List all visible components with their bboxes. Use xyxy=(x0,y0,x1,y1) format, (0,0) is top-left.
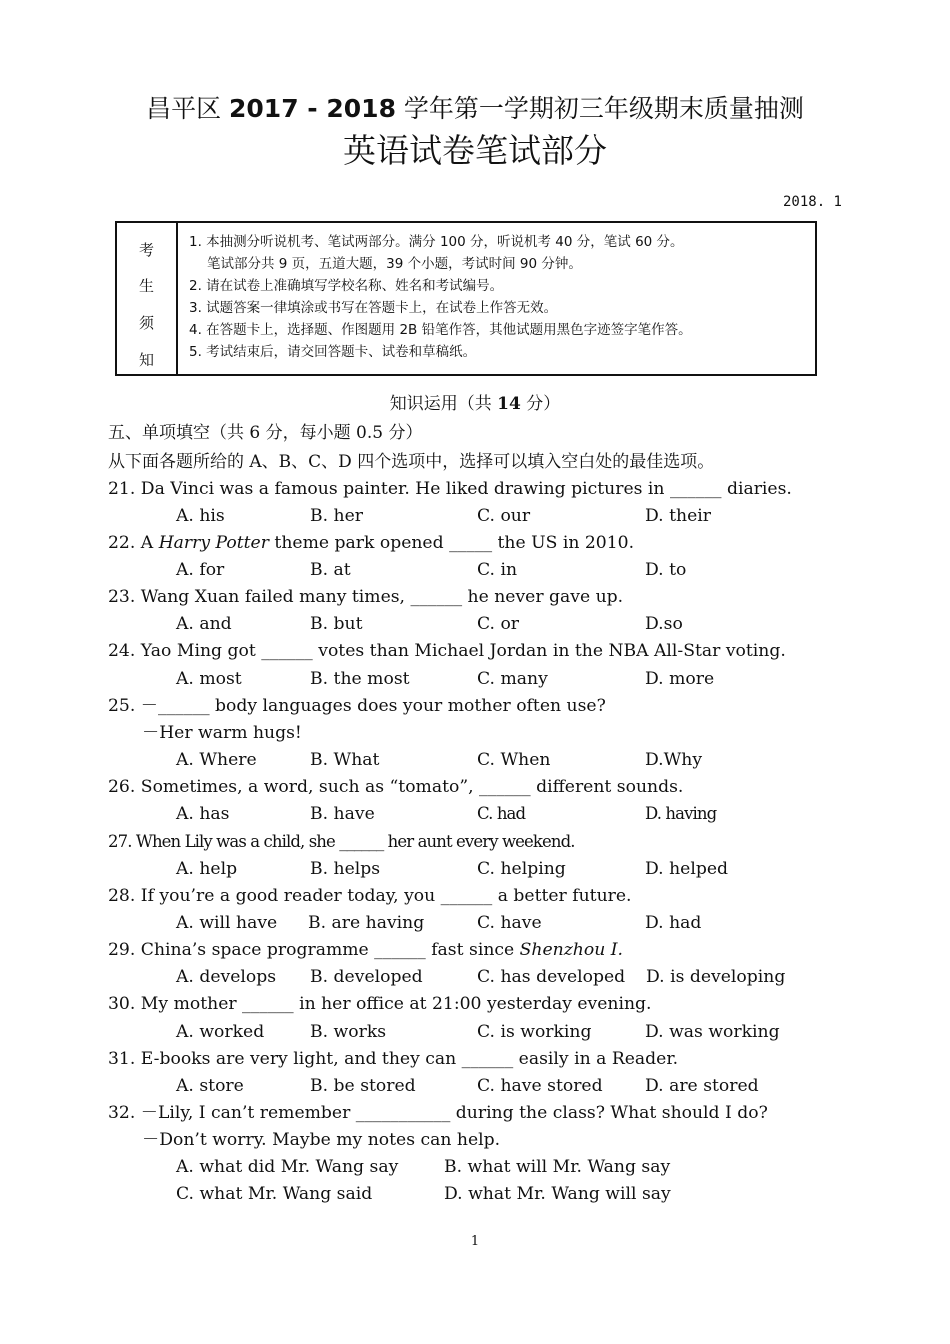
notice-divider xyxy=(176,223,178,374)
option-a: A. Where xyxy=(176,750,257,770)
question-stem: 30. My mother ______ in her office at 21:00 yesterday evening. xyxy=(108,994,652,1014)
part-heading: 五、单项填空（共 6 分，每小题 0.5 分） xyxy=(108,423,423,443)
option-a: A. his xyxy=(176,506,225,526)
option-b: B. be stored xyxy=(310,1076,416,1096)
question-stem: 29. China’s space programme ______ fast since Shenzhou I. xyxy=(108,940,623,960)
question-stem: 25. －______ body languages does your mother often use? xyxy=(108,696,606,716)
exam-date: 2018. 1 xyxy=(782,194,842,210)
option-b: B. but xyxy=(310,614,363,634)
option-c: C. in xyxy=(477,560,518,580)
notice-side-char: 知 xyxy=(138,351,154,369)
option-b: B. the most xyxy=(310,669,410,689)
page-subtitle: 英语试卷笔试部分 xyxy=(343,131,607,170)
option-c: C. When xyxy=(477,750,551,770)
option-a: A. most xyxy=(176,669,242,689)
option-c: C. is working xyxy=(477,1022,592,1042)
option-b: B. are having xyxy=(308,913,425,933)
page-number: 1 xyxy=(470,1234,480,1249)
option-d: D. helped xyxy=(645,859,729,879)
notice-item: 5. 考试结束后，请交回答题卡、试卷和草稿纸。 xyxy=(189,344,477,360)
option-b: B. have xyxy=(310,804,375,824)
option-a: A. and xyxy=(176,614,232,634)
question-stem: 21. Da Vinci was a famous painter. He liked drawing pictures in ______ diaries. xyxy=(108,479,792,499)
option-b: B. at xyxy=(310,560,351,580)
option-b: B. works xyxy=(310,1022,387,1042)
option-c: C. what Mr. Wang said xyxy=(176,1184,373,1204)
question-stem: 27. When Lily was a child, she ______ her aunt every weekend. xyxy=(108,832,575,851)
option-d: D. what Mr. Wang will say xyxy=(444,1184,671,1204)
option-b: B. What xyxy=(310,750,380,770)
notice-item: 4. 在答题卡上，选择题、作图题用 2B 铅笔作答，其他试题用黑色字迹签字笔作答。 xyxy=(189,322,692,338)
option-d: D. was working xyxy=(645,1022,780,1042)
question-stem: 24. Yao Ming got ______ votes than Michael Jordan in the NBA All-Star voting. xyxy=(108,641,786,661)
option-d: D. to xyxy=(645,560,687,580)
notice-item: 笔试部分共 9 页，五道大题，39 个小题，考试时间 90 分钟。 xyxy=(207,256,582,272)
question-stem: 22. A Harry Potter theme park opened _____ the US in 2010. xyxy=(108,533,635,553)
notice-item: 3. 试题答案一律填涂或书写在答题卡上，在试卷上作答无效。 xyxy=(189,300,558,316)
question-stem: 31. E-books are very light, and they can ______ easily in a Reader. xyxy=(108,1049,679,1069)
notice-side-char: 须 xyxy=(138,314,154,332)
option-c: C. or xyxy=(477,614,520,634)
notice-item: 2. 请在试卷上准确填写学校名称、姓名和考试编号。 xyxy=(189,278,504,294)
option-c: C. helping xyxy=(477,859,566,879)
option-a: A. for xyxy=(176,560,225,580)
option-d: D. are stored xyxy=(645,1076,759,1096)
option-d: D. their xyxy=(645,506,711,526)
option-a: A. store xyxy=(176,1076,244,1096)
option-d: D.Why xyxy=(645,750,703,770)
option-d: D. is developing xyxy=(646,967,786,987)
option-a: A. will have xyxy=(176,913,278,933)
option-d: D. more xyxy=(645,669,715,689)
notice-side-char: 生 xyxy=(138,277,154,295)
option-c: C. our xyxy=(477,506,531,526)
question-stem: 32. －Lily, I can’t remember ___________ during the class? What should I do? xyxy=(108,1103,768,1123)
option-b: B. what will Mr. Wang say xyxy=(444,1157,671,1177)
option-b: B. her xyxy=(310,506,364,526)
dialogue-reply: －Her warm hugs! xyxy=(142,723,302,743)
option-d: D. having xyxy=(645,804,717,823)
option-c: C. many xyxy=(477,669,548,689)
option-a: A. develops xyxy=(176,967,277,987)
exam-notice-box xyxy=(115,221,817,376)
dialogue-reply: －Don’t worry. Maybe my notes can help. xyxy=(142,1130,501,1150)
option-b: B. developed xyxy=(310,967,423,987)
option-a: A. worked xyxy=(176,1022,265,1042)
notice-item: 1. 本抽测分听说机考、笔试两部分。满分 100 分，听说机考 40 分，笔试 60 分。 xyxy=(189,234,684,250)
option-d: D.so xyxy=(645,614,683,634)
option-c: C. have xyxy=(477,913,542,933)
option-a: A. has xyxy=(176,804,230,824)
option-c: C. have stored xyxy=(477,1076,603,1096)
question-stem: 23. Wang Xuan failed many times, ______ he never gave up. xyxy=(108,587,624,607)
question-stem: 28. If you’re a good reader today, you ______ a better future. xyxy=(108,886,632,906)
question-stem: 26. Sometimes, a word, such as “tomato”, ______ different sounds. xyxy=(108,777,684,797)
option-d: D. had xyxy=(645,913,702,933)
option-c: C. has developed xyxy=(477,967,626,987)
page-title: 昌平区 2017 - 2018 学年第一学期初三年级期末质量抽测 xyxy=(146,94,804,123)
notice-side-char: 考 xyxy=(138,241,154,259)
option-c: C. had xyxy=(477,804,526,823)
option-a: A. help xyxy=(176,859,238,879)
option-a: A. what did Mr. Wang say xyxy=(176,1157,399,1177)
option-b: B. helps xyxy=(310,859,381,879)
instruction-text: 从下面各题所给的 A、B、C、D 四个选项中，选择可以填入空白处的最佳选项。 xyxy=(108,452,715,472)
section-heading: 知识运用（共 14 分） xyxy=(389,394,561,414)
